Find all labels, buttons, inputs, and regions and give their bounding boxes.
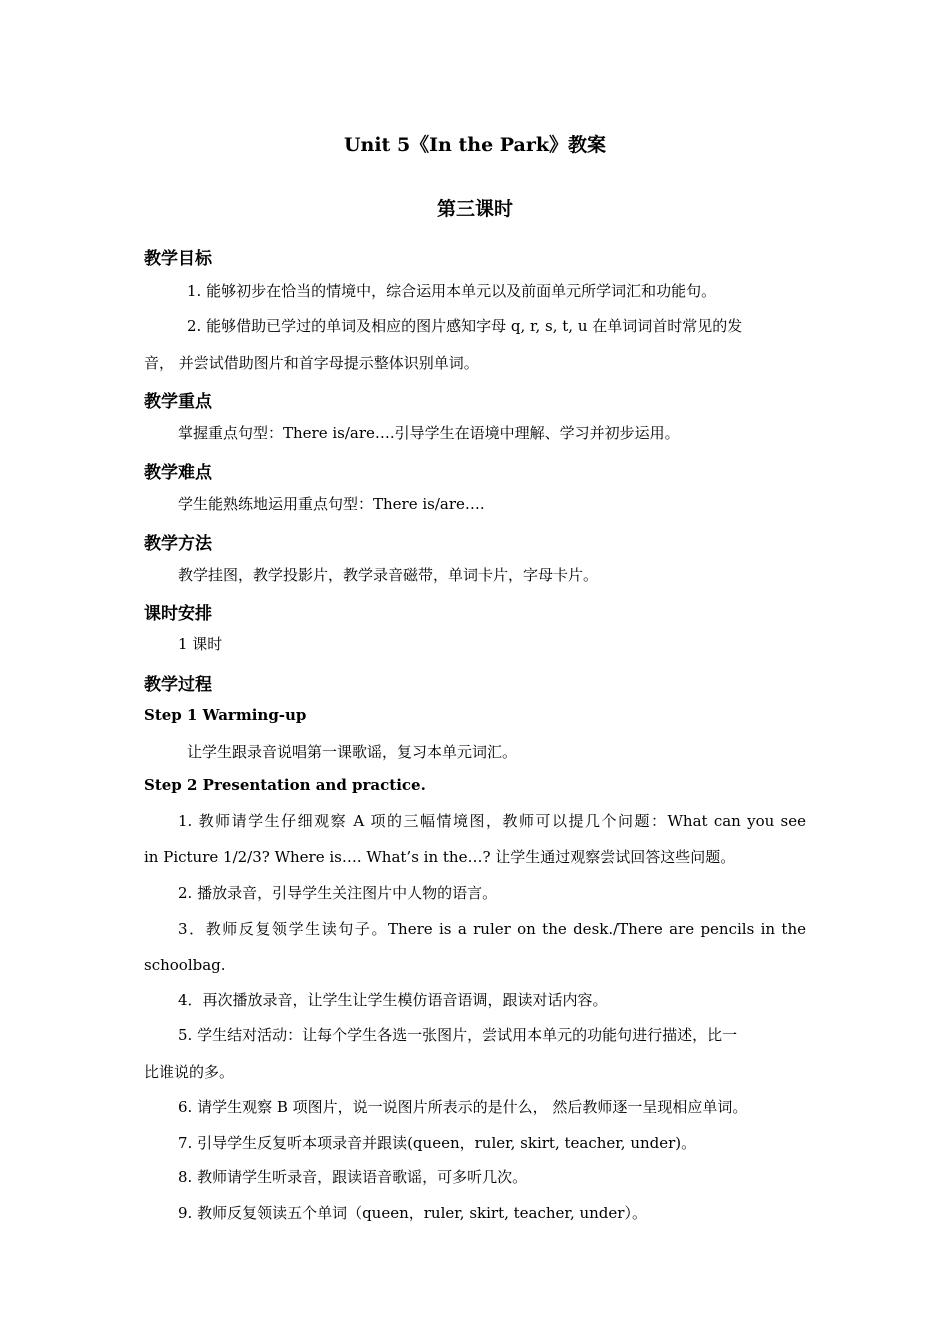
step1-title: Step 1 Warming-up — [144, 706, 307, 724]
item5-line2: 比谁说的多。 — [144, 1063, 235, 1081]
step2-title: Step 2 Presentation and practice. — [144, 776, 426, 794]
item1-line2: in Picture 1/2/3? Where is…. What’s in the…? 让学生通过观察尝试回答这些问题。 — [144, 848, 736, 866]
item3-line2: schoolbag. — [144, 956, 226, 974]
schedule-heading: 课时安排 — [144, 604, 212, 624]
item8: 8. 教师请学生听录音，跟读语音歌谣，可多听几次。 — [178, 1168, 528, 1186]
item7: 7. 引导学生反复听本项录音并跟读(queen，ruler, skirt, teacher, under)。 — [178, 1134, 697, 1152]
document-title: Unit 5《In the Park》教案 — [343, 134, 607, 156]
lesson-subtitle: 第三课时 — [436, 198, 513, 220]
difficulty-heading: 教学难点 — [144, 463, 212, 483]
goal-2-line2: 音， 并尝试借助图片和首字母提示整体识别单词。 — [144, 354, 479, 372]
method-text: 教学挂图，教学投影片，教学录音磁带，单词卡片，字母卡片。 — [178, 566, 599, 584]
key-heading: 教学重点 — [144, 392, 212, 412]
item5-line1: 5. 学生结对活动：让每个学生各选一张图片，尝试用本单元的功能句进行描述，比一 — [178, 1026, 738, 1044]
method-heading: 教学方法 — [144, 534, 212, 554]
item4: 4．再次播放录音，让学生让学生模仿语音语调，跟读对话内容。 — [178, 991, 608, 1009]
item2: 2. 播放录音，引导学生关注图片中人物的语言。 — [178, 884, 498, 902]
item1-line1: 1. 教师请学生仔细观察 A 项的三幅情境图，教师可以提几个问题：What can you see — [178, 812, 806, 830]
goals-heading: 教学目标 — [144, 249, 212, 269]
schedule-text: 1 课时 — [178, 635, 223, 653]
goal-2-line1: 2. 能够借助已学过的单词及相应的图片感知字母 q, r, s, t, u 在单词词首时常见的发 — [187, 317, 743, 335]
process-heading: 教学过程 — [144, 675, 212, 695]
item3-line1: 3．教师反复领学生读句子。There is a ruler on the desk./There are pencils in the — [178, 920, 806, 938]
goal-1: 1. 能够初步在恰当的情境中，综合运用本单元以及前面单元所学词汇和功能句。 — [187, 282, 717, 300]
item9: 9. 教师反复领读五个单词（queen，ruler, skirt, teacher, under）。 — [178, 1204, 647, 1222]
step1-text: 让学生跟录音说唱第一课歌谣，复习本单元词汇。 — [187, 743, 518, 761]
key-text: 掌握重点句型：There is/are….引导学生在语境中理解、学习并初步运用。 — [178, 424, 680, 442]
item6: 6. 请学生观察 B 项图片，说一说图片所表示的是什么， 然后教师逐一呈现相应单词。 — [178, 1098, 748, 1116]
difficulty-text: 学生能熟练地运用重点句型：There is/are…. — [178, 495, 485, 513]
